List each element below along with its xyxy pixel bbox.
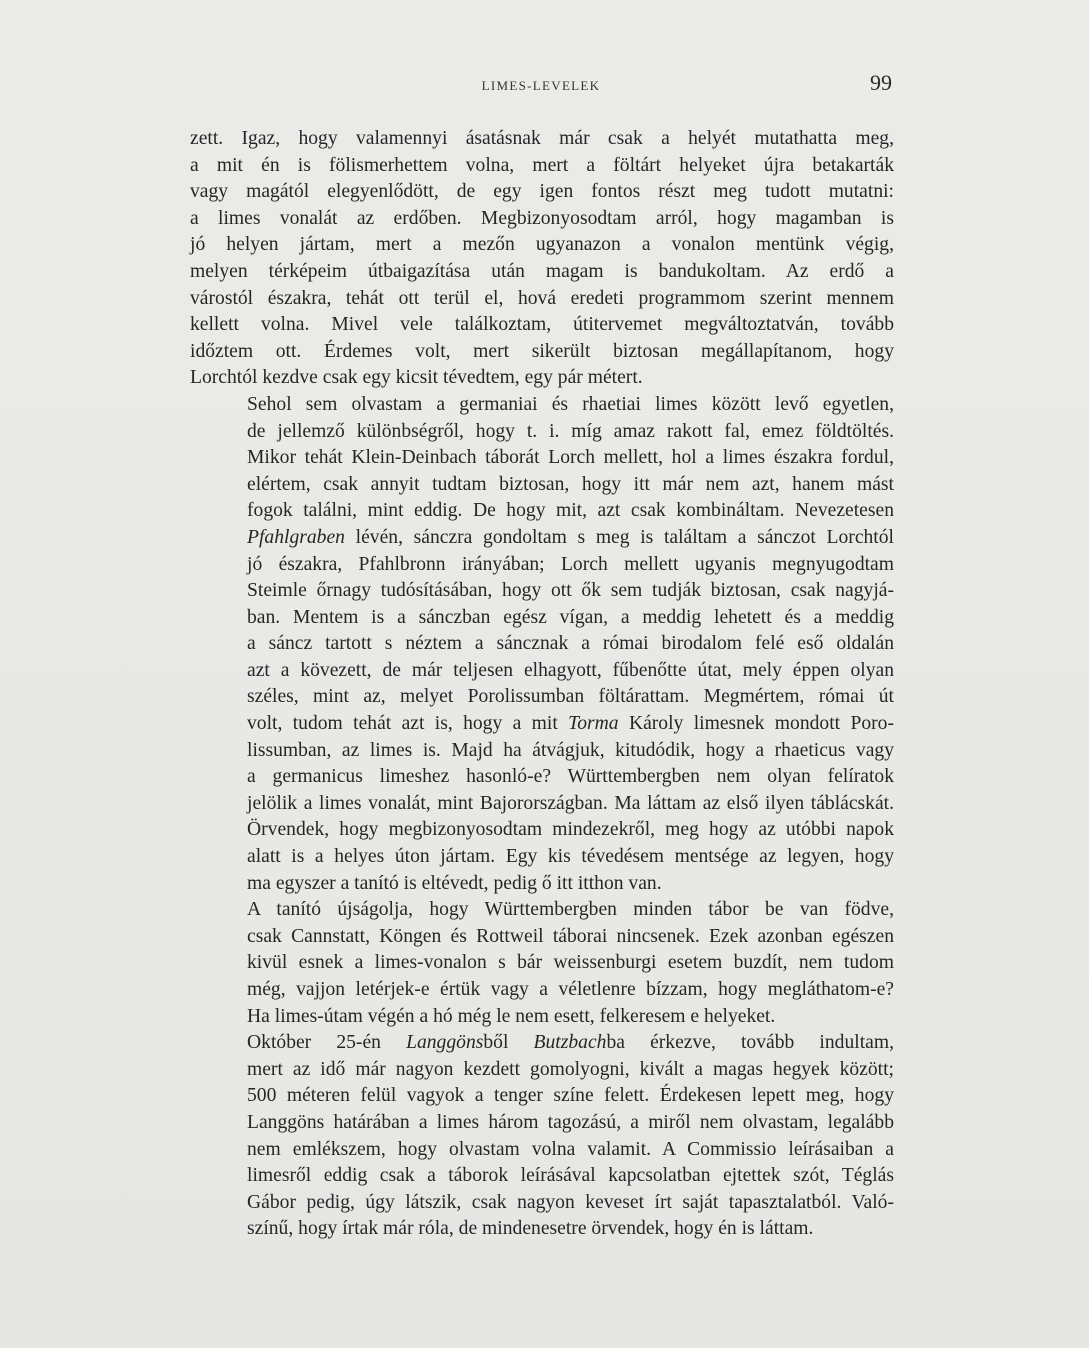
text-line: a germanicus limeshez hasonló-e? Württembergben nem olyan felíratok xyxy=(247,766,894,788)
text-line: várostól északra, tehát ott terül el, hová eredeti programmom szerint mennem xyxy=(190,287,894,309)
text-line: ma egyszer a tanító is eltévedt, pedig ő itt itthon van. xyxy=(247,872,662,894)
text-line: limesről eddig csak a táborok leírásával kapcsolatban ejtettek szót, Téglás xyxy=(247,1165,894,1187)
text-line: Pfahlgraben lévén, sánczra gondoltam s meg is találtam a sánczot Lorchtól xyxy=(247,526,894,548)
text-line: Gábor pedig, úgy látszik, csak nagyon keveset írt saját tapasztalatból. Való- xyxy=(247,1191,894,1213)
text-line: mert az idő már nagyon kezdett gomolyogni, kivált a magas hegyek között; xyxy=(247,1058,894,1080)
text-line: Örvendek, hogy megbizonyosodtam mindezekről, meg hogy az utóbbi napok xyxy=(247,819,894,841)
text-line: ban. Mentem is a sánczban egész vígan, a meddig lehetett és a meddig xyxy=(247,606,894,628)
page-number: 99 xyxy=(870,70,892,95)
text-line: jelölik a limes vonalát, mint Bajorországban. Ma láttam az első ilyen táblácskát. xyxy=(247,792,894,814)
paragraph xyxy=(190,126,894,392)
text-line: zett. Igaz, hogy valamennyi ásatásnak már csak a helyét mutathatta meg, xyxy=(190,128,894,149)
paragraph xyxy=(190,897,894,1030)
text-line: kivül esnek a limes-vonalon s bár weissenburgi esetem buzdít, nem tudom xyxy=(247,952,894,974)
text-line: Ha limes-útam végén a hó még le nem esett, felkeresem e helyeket. xyxy=(247,1005,776,1027)
text-line: de jellemző különbségről, hogy t. i. míg amaz rakott fal, emez földtöltés. xyxy=(247,420,894,442)
text-line: Steimle őrnagy tudósításában, hogy ott ők sem tudják biztosan, csak nagyjá- xyxy=(247,580,894,602)
page-header xyxy=(190,66,892,106)
text-line: Langgöns határában a limes három tagozású, a miről nem olvastam, legalább xyxy=(247,1111,894,1133)
text-line: színű, hogy írtak már róla, de mindenesetre örvendek, hogy én is láttam. xyxy=(247,1218,814,1240)
text-line: 500 méteren felül vagyok a tenger színe felett. Érdekesen lepett meg, hogy xyxy=(247,1085,894,1107)
running-title: LIMES-LEVELEK xyxy=(481,78,601,93)
paragraph xyxy=(190,392,894,897)
text-line: elértem, csak annyit tudtam biztosan, hogy itt már nem azt, hanem mást xyxy=(247,473,894,495)
text-line: Október 25-én Langgönsből Butzbachba érkezve, tovább indultam, xyxy=(247,1032,894,1054)
text-line: fogok találni, mint eddig. De hogy mit, azt csak kombináltam. Nevezetesen xyxy=(247,500,894,522)
text-line: alatt is a helyes úton jártam. Egy kis tévedésem mentsége az legyen, hogy xyxy=(247,846,894,868)
text-line: jó helyen jártam, mert a mezőn ugyanazon a vonalon mentünk végig, xyxy=(190,234,894,256)
text-line: melyen térképeim útbaigazítása után magam is bandukoltam. Az erdő a xyxy=(190,260,894,282)
text-line: a limes vonalát az erdőben. Megbizonyosodtam arról, hogy magamban is xyxy=(190,207,894,229)
text-line: csak Cannstatt, Köngen és Rottweil táborai nincsenek. Ezek azonban egészen xyxy=(247,925,894,947)
text-line: Sehol sem olvastam a germaniai és rhaetiai limes között levő egyetlen, xyxy=(247,393,894,415)
text-line: kellett volna. Mivel vele találkoztam, útitervemet megváltoztatván, tovább xyxy=(190,314,894,336)
paragraph xyxy=(190,1030,894,1243)
text-line: vagy magától elegyenlődött, de egy igen fontos részt meg tudott mutatni: xyxy=(190,181,894,203)
text-line: időztem ott. Érdemes volt, mert sikerült biztosan megállapítanom, hogy xyxy=(190,340,894,362)
text-line: nem emlékszem, hogy olvastam volna valamit. A Commissio leírásaiban a xyxy=(247,1138,894,1160)
text-line: a sáncz tartott s néztem a sáncznak a római birodalom felé eső oldalán xyxy=(247,633,894,655)
text-line: még, vajjon letérjek-e értük vagy a véletlenre bízzam, hogy megláthatom-e? xyxy=(247,979,894,1000)
text-line: jó északra, Pfahlbronn irányában; Lorch mellett ugyanis megnyugodtam xyxy=(247,553,894,575)
body-text xyxy=(190,126,894,1243)
text-line: lissumban, az limes is. Majd ha átvágjuk, kitudódik, hogy a rhaeticus vagy xyxy=(247,739,894,761)
text-line: a mit én is fölismerhettem volna, mert a föltárt helyeket újra betakarták xyxy=(190,154,894,176)
text-line: volt, tudom tehát azt is, hogy a mit Torma Károly limesnek mondott Poro- xyxy=(247,713,894,735)
text-line: azt a kövezett, de már teljesen elhagyott, fűbenőtte útat, mely éppen olyan xyxy=(247,659,894,681)
text-line: A tanító újságolja, hogy Württembergben minden tábor be van födve, xyxy=(247,899,894,921)
text-line: Mikor tehát Klein-Deinbach táborát Lorch mellett, hol a limes északra fordul, xyxy=(247,447,894,469)
text-line: széles, mint az, melyet Porolissumban föltárattam. Megmértem, római út xyxy=(247,686,894,708)
text-line: Lorchtól kezdve csak egy kicsit tévedtem, egy pár métert. xyxy=(190,367,643,389)
